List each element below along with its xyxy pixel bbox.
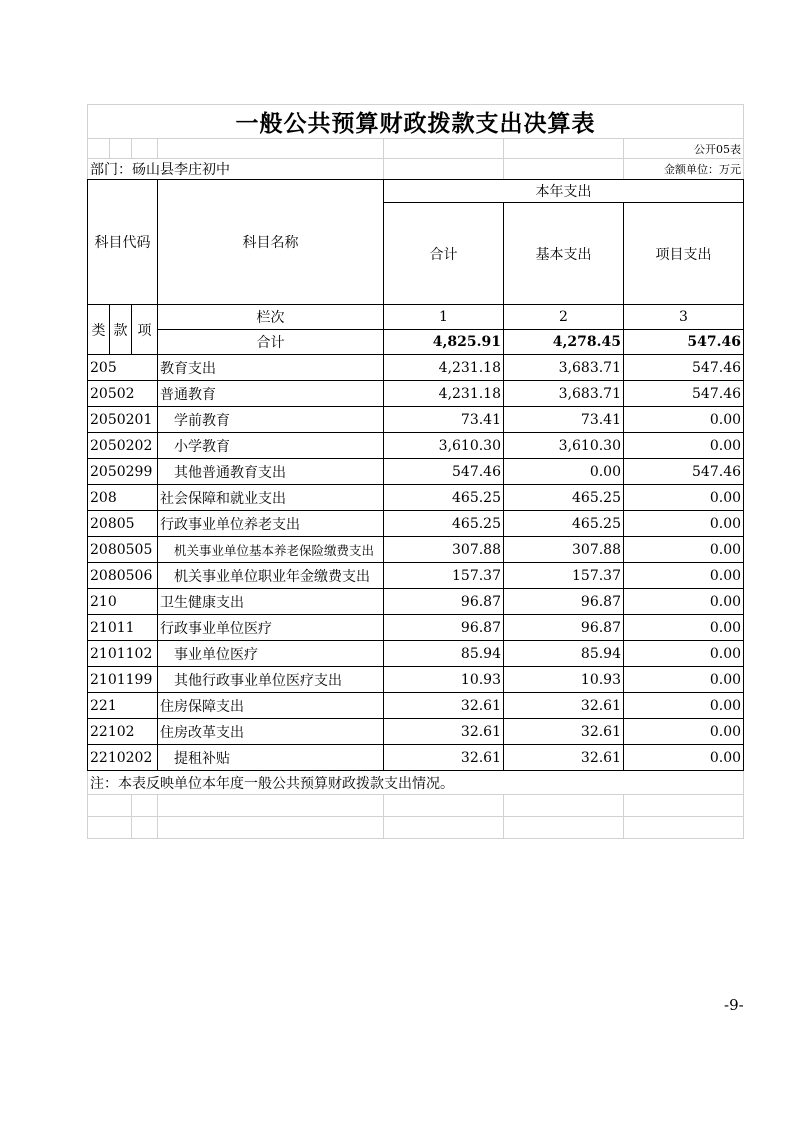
- subject-name: 教育支出: [158, 355, 384, 381]
- total-value: 73.41: [384, 407, 504, 433]
- header-basic: 基本支出: [504, 203, 624, 305]
- basic-value: 307.88: [504, 537, 624, 563]
- total-value: 307.88: [384, 537, 504, 563]
- project-value: 0.00: [624, 615, 744, 641]
- form-number: 公开05表: [624, 139, 744, 159]
- subject-code: 20502: [88, 381, 158, 407]
- subject-code: 2101102: [88, 641, 158, 667]
- table-note: 注：本表反映单位本年度一般公共预算财政拨款支出情况。: [88, 771, 744, 795]
- subject-code: 20805: [88, 511, 158, 537]
- header-project: 项目支出: [624, 203, 744, 305]
- basic-value: 32.61: [504, 745, 624, 771]
- total-value: 10.93: [384, 667, 504, 693]
- basic-value: 96.87: [504, 589, 624, 615]
- basic-value: 96.87: [504, 615, 624, 641]
- subject-code: 2050202: [88, 433, 158, 459]
- table-row: [88, 693, 744, 719]
- column-number-3: 3: [624, 305, 744, 330]
- total-value: 32.61: [384, 745, 504, 771]
- project-value: 547.46: [624, 381, 744, 407]
- table-row: [88, 667, 744, 693]
- subject-code: 2080506: [88, 563, 158, 589]
- basic-value: 465.25: [504, 485, 624, 511]
- header-kuan: 款: [110, 305, 132, 355]
- table-row: [88, 407, 744, 433]
- project-value: 0.00: [624, 485, 744, 511]
- subject-name: 机关事业单位职业年金缴费支出: [158, 563, 384, 589]
- header-current-year: 本年支出: [384, 180, 744, 203]
- table-row: [88, 485, 744, 511]
- project-value: 0.00: [624, 589, 744, 615]
- table-row: [88, 381, 744, 407]
- project-value: 0.00: [624, 693, 744, 719]
- header-xiang: 项: [132, 305, 158, 355]
- table-row: [88, 433, 744, 459]
- basic-value: 32.61: [504, 693, 624, 719]
- table-row: [88, 563, 744, 589]
- table-row: [88, 589, 744, 615]
- subject-name: 卫生健康支出: [158, 589, 384, 615]
- sum-total: 4,825.91: [384, 330, 504, 355]
- department-label: 部门：砀山县李庄初中: [88, 159, 384, 180]
- basic-value: 32.61: [504, 719, 624, 745]
- total-value: 32.61: [384, 693, 504, 719]
- basic-value: 465.25: [504, 511, 624, 537]
- sum-project: 547.46: [624, 330, 744, 355]
- subject-name: 提租补贴: [158, 745, 384, 771]
- basic-value: 0.00: [504, 459, 624, 485]
- basic-value: 157.37: [504, 563, 624, 589]
- basic-value: 85.94: [504, 641, 624, 667]
- subject-name: 社会保障和就业支出: [158, 485, 384, 511]
- subject-code: 208: [88, 485, 158, 511]
- project-value: 547.46: [624, 459, 744, 485]
- subject-name: 事业单位医疗: [158, 641, 384, 667]
- sum-label: 合计: [158, 330, 384, 355]
- project-value: 0.00: [624, 745, 744, 771]
- subject-code: 205: [88, 355, 158, 381]
- subject-code: 210: [88, 589, 158, 615]
- table-row: [88, 641, 744, 667]
- project-value: 0.00: [624, 407, 744, 433]
- total-value: 4,231.18: [384, 355, 504, 381]
- table-row: [88, 459, 744, 485]
- subject-code: 221: [88, 693, 158, 719]
- total-value: 157.37: [384, 563, 504, 589]
- project-value: 547.46: [624, 355, 744, 381]
- basic-value: 10.93: [504, 667, 624, 693]
- subject-code: 2080505: [88, 537, 158, 563]
- header-code: 科目代码: [88, 180, 158, 305]
- header-lei: 类: [88, 305, 110, 355]
- basic-value: 3,683.71: [504, 355, 624, 381]
- project-value: 0.00: [624, 433, 744, 459]
- total-value: 96.87: [384, 589, 504, 615]
- total-value: 96.87: [384, 615, 504, 641]
- budget-expenditure-table: [87, 104, 744, 839]
- page-number: -9-: [724, 996, 744, 1014]
- subject-name: 住房保障支出: [158, 693, 384, 719]
- table-row: [88, 719, 744, 745]
- subject-code: 2210202: [88, 745, 158, 771]
- subject-name: 住房改革支出: [158, 719, 384, 745]
- project-value: 0.00: [624, 537, 744, 563]
- basic-value: 73.41: [504, 407, 624, 433]
- subject-code: 2050299: [88, 459, 158, 485]
- sum-basic: 4,278.45: [504, 330, 624, 355]
- project-value: 0.00: [624, 563, 744, 589]
- subject-name: 小学教育: [158, 433, 384, 459]
- subject-code: 22102: [88, 719, 158, 745]
- header-name: 科目名称: [158, 180, 384, 305]
- total-value: 4,231.18: [384, 381, 504, 407]
- project-value: 0.00: [624, 641, 744, 667]
- total-value: 465.25: [384, 485, 504, 511]
- project-value: 0.00: [624, 511, 744, 537]
- subject-code: 2101199: [88, 667, 158, 693]
- table-row: [88, 745, 744, 771]
- header-total: 合计: [384, 203, 504, 305]
- column-number-1: 1: [384, 305, 504, 330]
- total-value: 3,610.30: [384, 433, 504, 459]
- total-value: 465.25: [384, 511, 504, 537]
- table-row: [88, 537, 744, 563]
- total-value: 85.94: [384, 641, 504, 667]
- subject-name: 其他普通教育支出: [158, 459, 384, 485]
- subject-name: 学前教育: [158, 407, 384, 433]
- project-value: 0.00: [624, 667, 744, 693]
- subject-name: 其他行政事业单位医疗支出: [158, 667, 384, 693]
- basic-value: 3,683.71: [504, 381, 624, 407]
- unit-label: 金额单位：万元: [624, 159, 744, 180]
- column-number-2: 2: [504, 305, 624, 330]
- project-value: 0.00: [624, 719, 744, 745]
- subject-name: 行政事业单位养老支出: [158, 511, 384, 537]
- table-row: [88, 615, 744, 641]
- subject-code: 2050201: [88, 407, 158, 433]
- column-row-label: 栏次: [158, 305, 384, 330]
- table-row: [88, 355, 744, 381]
- basic-value: 3,610.30: [504, 433, 624, 459]
- subject-name: 普通教育: [158, 381, 384, 407]
- total-value: 32.61: [384, 719, 504, 745]
- table-row: [88, 511, 744, 537]
- subject-name: 行政事业单位医疗: [158, 615, 384, 641]
- subject-code: 21011: [88, 615, 158, 641]
- subject-name: 机关事业单位基本养老保险缴费支出: [158, 537, 384, 563]
- table-title: 一般公共预算财政拨款支出决算表: [88, 105, 744, 139]
- total-value: 547.46: [384, 459, 504, 485]
